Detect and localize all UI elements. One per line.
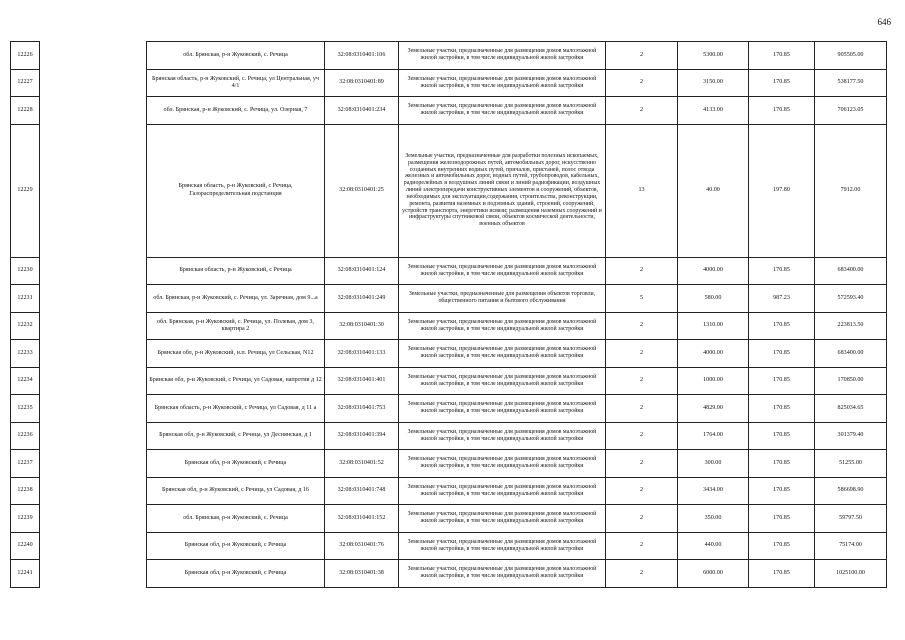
- cadastral-number-cell: 32:08:0310401:38: [325, 560, 399, 588]
- land-use-cell: Земельные участки, предназначенные для размещения домов малоэтажной жилой застройки, в том числе индивидуальной жилой застройки: [399, 422, 606, 450]
- empty-cell: [40, 560, 147, 588]
- group-number-cell: 2: [606, 340, 678, 368]
- cadastral-number-cell: 32:08:0310401:124: [325, 257, 399, 285]
- cadastral-number-cell: 32:08:0310401:249: [325, 285, 399, 313]
- empty-cell: [40, 312, 147, 340]
- cadastral-value-cell: 223813.50: [815, 312, 887, 340]
- group-number-cell: 2: [606, 532, 678, 560]
- area-cell: 5300.00: [678, 42, 749, 70]
- cadastral-number-cell: 32:08:0310401:401: [325, 367, 399, 395]
- empty-cell: [40, 124, 147, 257]
- land-use-cell: Земельные участки, предназначенные для размещения домов малоэтажной жилой застройки, в том числе индивидуальной жилой застройки: [399, 42, 606, 70]
- cadastral-number-cell: 32:08:0310401:30: [325, 312, 399, 340]
- cadastral-number-cell: 32:08:0310401:52: [325, 450, 399, 478]
- specific-value-cell: 170.85: [749, 450, 815, 478]
- address-cell: обл. Брянская, р-н Жуковский, с. Речица: [147, 505, 325, 533]
- land-use-cell: Земельные участки, предназначенные для размещения домов малоэтажной жилой застройки, в том числе индивидуальной жилой застройки: [399, 395, 606, 423]
- empty-cell: [40, 477, 147, 505]
- empty-cell: [40, 532, 147, 560]
- row-number-cell: 12234: [11, 367, 40, 395]
- specific-value-cell: 197.80: [749, 124, 815, 257]
- row-number-cell: 12232: [11, 312, 40, 340]
- cadastral-number-cell: 32:08:0310401:76: [325, 532, 399, 560]
- row-number-cell: 12238: [11, 477, 40, 505]
- table-row: [11, 422, 887, 450]
- table-row: [11, 285, 887, 313]
- empty-cell: [40, 340, 147, 368]
- cadastral-number-cell: 32:08:0310401:89: [325, 69, 399, 97]
- area-cell: 4000.00: [678, 340, 749, 368]
- row-number-cell: 12230: [11, 257, 40, 285]
- address-cell: Брянская область, р-н Жуковский, с Речица, Газораспределительная подстанция: [147, 124, 325, 257]
- cadastral-number-cell: 32:08:0310401:753: [325, 395, 399, 423]
- empty-cell: [40, 367, 147, 395]
- land-use-cell: Земельные участки, предназначенные для размещения объектов торговли, общественного питания и бытового обслуживания: [399, 285, 606, 313]
- address-cell: Брянская обл, р-н Жуковский, с Речица, ул Садовая, д 16: [147, 477, 325, 505]
- land-use-cell: Земельные участки, предназначенные для размещения домов малоэтажной жилой застройки, в том числе индивидуальной жилой застройки: [399, 450, 606, 478]
- cadastral-value-cell: 706123.05: [815, 97, 887, 125]
- specific-value-cell: 170.85: [749, 69, 815, 97]
- empty-cell: [40, 97, 147, 125]
- cadastral-value-cell: 586698.90: [815, 477, 887, 505]
- land-use-cell: Земельные участки, предназначенные для размещения домов малоэтажной жилой застройки, в том числе индивидуальной жилой застройки: [399, 69, 606, 97]
- group-number-cell: 13: [606, 124, 678, 257]
- address-cell: Брянская обл, р-н Жуковский, с Речица: [147, 532, 325, 560]
- empty-cell: [40, 285, 147, 313]
- address-cell: обл. Брянская, р-н Жуковский, с. Речица, ул. Озерная, 7: [147, 97, 325, 125]
- address-cell: Брянская область, р-н Жуковский, с. Речица, ул Центральная, уч 4/1: [147, 69, 325, 97]
- area-cell: 40.00: [678, 124, 749, 257]
- table-row: [11, 340, 887, 368]
- area-cell: 1764.00: [678, 422, 749, 450]
- table-row: [11, 450, 887, 478]
- address-cell: обл. Брянская, р-н Жуковский, с. Речица, ул. Полевая, дом 3, квартира 2: [147, 312, 325, 340]
- cadastral-number-cell: 32:08:0310401:133: [325, 340, 399, 368]
- row-number-cell: 12239: [11, 505, 40, 533]
- land-use-cell: Земельные участки, предназначенные для размещения домов малоэтажной жилой застройки, в том числе индивидуальной жилой застройки: [399, 532, 606, 560]
- row-number-cell: 12227: [11, 69, 40, 97]
- group-number-cell: 2: [606, 367, 678, 395]
- land-use-cell: Земельные участки, предназначенные для размещения домов малоэтажной жилой застройки, в том числе индивидуальной жилой застройки: [399, 367, 606, 395]
- area-cell: 4133.00: [678, 97, 749, 125]
- table-row: [11, 124, 887, 257]
- table-row: [11, 42, 887, 70]
- area-cell: 1310.00: [678, 312, 749, 340]
- specific-value-cell: 170.85: [749, 257, 815, 285]
- land-use-cell: Земельные участки, предназначенные для размещения домов малоэтажной жилой застройки, в том числе индивидуальной жилой застройки: [399, 477, 606, 505]
- table-row: [11, 560, 887, 588]
- specific-value-cell: 170.85: [749, 367, 815, 395]
- cadastral-value-cell: 59797.50: [815, 505, 887, 533]
- empty-cell: [40, 450, 147, 478]
- area-cell: 300.00: [678, 450, 749, 478]
- address-cell: Брянская обл, р-н Жуковский, н.п. Речица, ул Сельская, N12: [147, 340, 325, 368]
- group-number-cell: 2: [606, 42, 678, 70]
- area-cell: 6000.00: [678, 560, 749, 588]
- row-number-cell: 12231: [11, 285, 40, 313]
- cadastral-value-cell: 1025100.00: [815, 560, 887, 588]
- empty-cell: [40, 422, 147, 450]
- area-cell: 4000.00: [678, 257, 749, 285]
- table-row: [11, 367, 887, 395]
- table-row: [11, 477, 887, 505]
- row-number-cell: 12226: [11, 42, 40, 70]
- land-use-cell: Земельные участки, предназначенные для разработки полезных ископаемых, размещения железнодорожных путей, автомобильных дорог, искусственно созданных внутренних водных путей, причалов, пристаней, полос отвода железных и автомобильных дорог, водных путей, трубопроводов, кабельных, радиорелейных и воздушных линий связи и линий радиофикации, воздушных линий электропередачи конструктивных элементов и сооружений, объектов, необходимых для эксплуатации,содержания, строительства, реконструкции, ремонта, развития наземных и подземных зданий, строений, сооружений, устройств транспорта, энергетики исвязи; размещения наземных сооружений и инфраструктуры спутниковой связи, объектов космической деятельности, военных объектов: [399, 124, 606, 257]
- area-cell: 1000.00: [678, 367, 749, 395]
- address-cell: Брянская обл, р-н Жуковский, с Речица, ул Деснянская, д 1: [147, 422, 325, 450]
- cadastral-value-cell: 683400.00: [815, 340, 887, 368]
- table-body: [11, 42, 887, 588]
- group-number-cell: 2: [606, 395, 678, 423]
- address-cell: обл. Брянская, р-н Жуковский, с. Речица, ул. Заречная, дом 9...а: [147, 285, 325, 313]
- cadastral-value-cell: 51255.00: [815, 450, 887, 478]
- specific-value-cell: 170.85: [749, 532, 815, 560]
- row-number-cell: 12228: [11, 97, 40, 125]
- area-cell: 350.00: [678, 505, 749, 533]
- specific-value-cell: 170.85: [749, 312, 815, 340]
- cadastral-value-cell: 683400.00: [815, 257, 887, 285]
- specific-value-cell: 170.85: [749, 97, 815, 125]
- specific-value-cell: 170.85: [749, 42, 815, 70]
- row-number-cell: 12236: [11, 422, 40, 450]
- row-number-cell: 12241: [11, 560, 40, 588]
- empty-cell: [40, 69, 147, 97]
- cadastral-value-cell: 538177.50: [815, 69, 887, 97]
- row-number-cell: 12229: [11, 124, 40, 257]
- cadastral-value-cell: 825034.65: [815, 395, 887, 423]
- cadastral-number-cell: 32:08:0310401:234: [325, 97, 399, 125]
- specific-value-cell: 987.23: [749, 285, 815, 313]
- land-use-cell: Земельные участки, предназначенные для размещения домов малоэтажной жилой застройки, в том числе индивидуальной жилой застройки: [399, 97, 606, 125]
- specific-value-cell: 170.85: [749, 422, 815, 450]
- page-number: 646: [877, 17, 891, 27]
- cadastral-number-cell: 32:08:0310401:748: [325, 477, 399, 505]
- land-use-cell: Земельные участки, предназначенные для размещения домов малоэтажной жилой застройки, в том числе индивидуальной жилой застройки: [399, 312, 606, 340]
- specific-value-cell: 170.85: [749, 340, 815, 368]
- table-row: [11, 69, 887, 97]
- land-use-cell: Земельные участки, предназначенные для размещения домов малоэтажной жилой застройки, в том числе индивидуальной жилой застройки: [399, 505, 606, 533]
- group-number-cell: 2: [606, 505, 678, 533]
- cadastral-value-cell: 75174.00: [815, 532, 887, 560]
- specific-value-cell: 170.85: [749, 560, 815, 588]
- address-cell: обл. Брянская, р-н Жуковский, с. Речица: [147, 42, 325, 70]
- group-number-cell: 2: [606, 422, 678, 450]
- group-number-cell: 2: [606, 450, 678, 478]
- land-use-cell: Земельные участки, предназначенные для размещения домов малоэтажной жилой застройки, в том числе индивидуальной жилой застройки: [399, 560, 606, 588]
- specific-value-cell: 170.85: [749, 505, 815, 533]
- land-use-cell: Земельные участки, предназначенные для размещения домов малоэтажной жилой застройки, в том числе индивидуальной жилой застройки: [399, 257, 606, 285]
- group-number-cell: 5: [606, 285, 678, 313]
- specific-value-cell: 170.85: [749, 477, 815, 505]
- table-row: [11, 97, 887, 125]
- table-row: [11, 395, 887, 423]
- cadastral-value-cell: 7912.00: [815, 124, 887, 257]
- group-number-cell: 2: [606, 312, 678, 340]
- table-row: [11, 505, 887, 533]
- empty-cell: [40, 42, 147, 70]
- row-number-cell: 12237: [11, 450, 40, 478]
- address-cell: Брянская область, р-н Жуковский, с Речица: [147, 257, 325, 285]
- address-cell: Брянская обл, р-н Жуковский, с Речица: [147, 560, 325, 588]
- group-number-cell: 2: [606, 97, 678, 125]
- cadastral-number-cell: 32:08:0310401:394: [325, 422, 399, 450]
- address-cell: Брянская обл, р-н Жуковский, с Речица, ул Садовая, напротив д 12: [147, 367, 325, 395]
- table-row: [11, 312, 887, 340]
- address-cell: Брянская область, р-н Жуковский, с Речица, ул Садовая, д 11 а: [147, 395, 325, 423]
- group-number-cell: 2: [606, 69, 678, 97]
- group-number-cell: 2: [606, 560, 678, 588]
- area-cell: 3150.00: [678, 69, 749, 97]
- empty-cell: [40, 505, 147, 533]
- group-number-cell: 2: [606, 477, 678, 505]
- area-cell: 580.00: [678, 285, 749, 313]
- cadastral-value-cell: 572593.40: [815, 285, 887, 313]
- area-cell: 440.00: [678, 532, 749, 560]
- cadastral-value-table: [10, 41, 887, 588]
- address-cell: Брянская обл, р-н Жуковский, с Речица: [147, 450, 325, 478]
- cadastral-value-cell: 170850.00: [815, 367, 887, 395]
- empty-cell: [40, 257, 147, 285]
- specific-value-cell: 170.85: [749, 395, 815, 423]
- area-cell: 3434.00: [678, 477, 749, 505]
- land-use-cell: Земельные участки, предназначенные для размещения домов малоэтажной жилой застройки, в том числе индивидуальной жилой застройки: [399, 340, 606, 368]
- cadastral-value-cell: 905505.00: [815, 42, 887, 70]
- cadastral-number-cell: 32:08:0310401:106: [325, 42, 399, 70]
- table-row: [11, 532, 887, 560]
- row-number-cell: 12240: [11, 532, 40, 560]
- cadastral-number-cell: 32:08:0310401:152: [325, 505, 399, 533]
- group-number-cell: 2: [606, 257, 678, 285]
- cadastral-number-cell: 32:08:0310401:25: [325, 124, 399, 257]
- area-cell: 4829.00: [678, 395, 749, 423]
- row-number-cell: 12233: [11, 340, 40, 368]
- row-number-cell: 12235: [11, 395, 40, 423]
- cadastral-value-cell: 301379.40: [815, 422, 887, 450]
- empty-cell: [40, 395, 147, 423]
- table-row: [11, 257, 887, 285]
